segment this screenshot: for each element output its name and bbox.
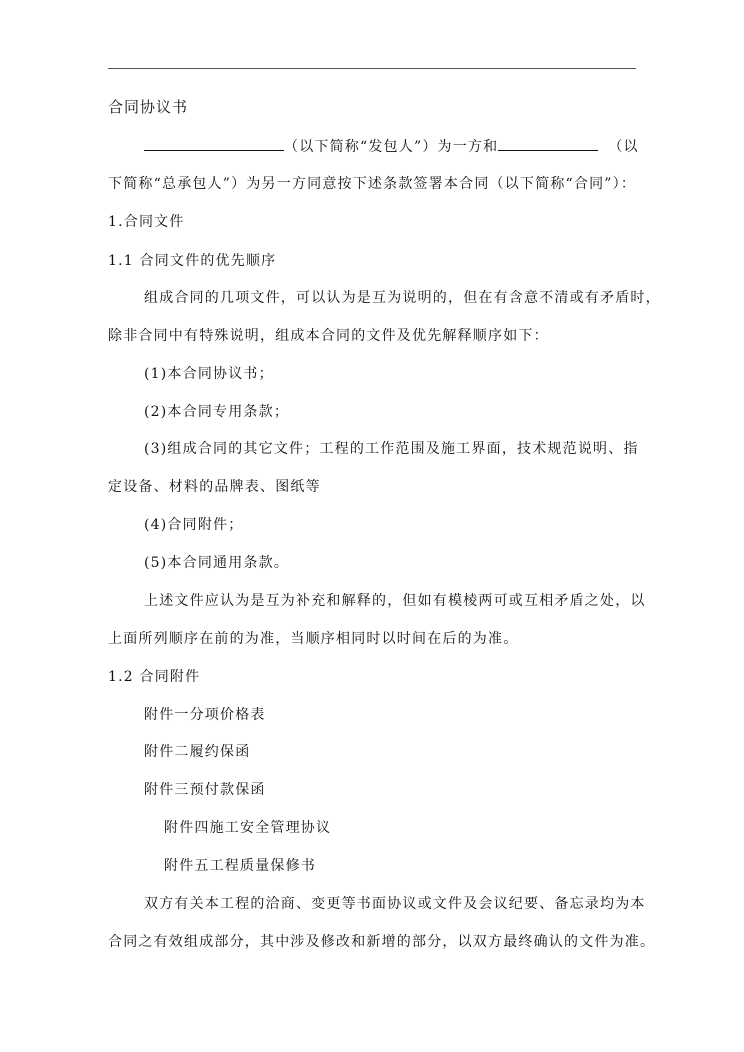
party-line	[144, 136, 639, 156]
attachment-3: 附件三预付款保函	[144, 782, 266, 798]
party-line-part2: （以	[608, 139, 639, 155]
list-item-3-line-2: 定设备、材料的品牌表、图纸等	[108, 479, 321, 495]
party-line-part1: （以下简称“发包人”）为一方和	[284, 139, 499, 155]
section-1-1-heading: 1.1 合同文件的优先顺序	[108, 253, 277, 269]
paragraph-3-line-2: 合同之有效组成部分，其中涉及修改和新增的部分，以双方最终确认的文件为准。	[108, 934, 656, 950]
attachment-4: 附件四施工安全管理协议	[164, 820, 332, 836]
attachment-1: 附件一分项价格表	[144, 707, 266, 723]
section-1-heading: 1.合同文件	[108, 214, 185, 230]
header-rule	[108, 68, 636, 69]
paragraph-3-line-1: 双方有关本工程的洽商、变更等书面协议或文件及会议纪要、备忘录均为本	[144, 896, 646, 912]
contractor-name-blank[interactable]	[498, 136, 598, 151]
paragraph-1-line-2: 除非合同中有特殊说明，组成本合同的文件及优先解释顺序如下：	[108, 328, 549, 344]
party-line-continued: 下简称“总承包人”）为另一方同意按下述条款签署本合同（以下简称“合同”）：	[108, 176, 637, 192]
attachment-5: 附件五工程质量保修书	[164, 858, 316, 874]
paragraph-2-line-1: 上述文件应认为是互为补充和解释的，但如有模棱两可或互相矛盾之处，以	[144, 593, 646, 609]
list-item-1: (1)本合同协议书；	[144, 366, 274, 382]
attachment-2: 附件二履约保函	[144, 744, 251, 760]
paragraph-2-line-2: 上面所列顺序在前的为准，当顺序相同时以时间在后的为准。	[108, 631, 519, 647]
employer-name-blank[interactable]	[144, 136, 284, 151]
list-item-2: (2)本合同专用条款；	[144, 404, 290, 420]
document-title: 合同协议书	[108, 98, 189, 116]
paragraph-1-line-1: 组成合同的几项文件，可以认为是互为说明的，但在有含意不清或有矛盾时，	[144, 290, 661, 306]
list-item-4: (4)合同附件；	[144, 517, 244, 533]
section-1-2-heading: 1.2 合同附件	[108, 669, 201, 685]
list-item-3-line-1: (3)组成合同的其它文件；工程的工作范围及施工界面，技术规范说明、指	[144, 441, 639, 457]
list-item-5: (5)本合同通用条款。	[144, 555, 290, 571]
